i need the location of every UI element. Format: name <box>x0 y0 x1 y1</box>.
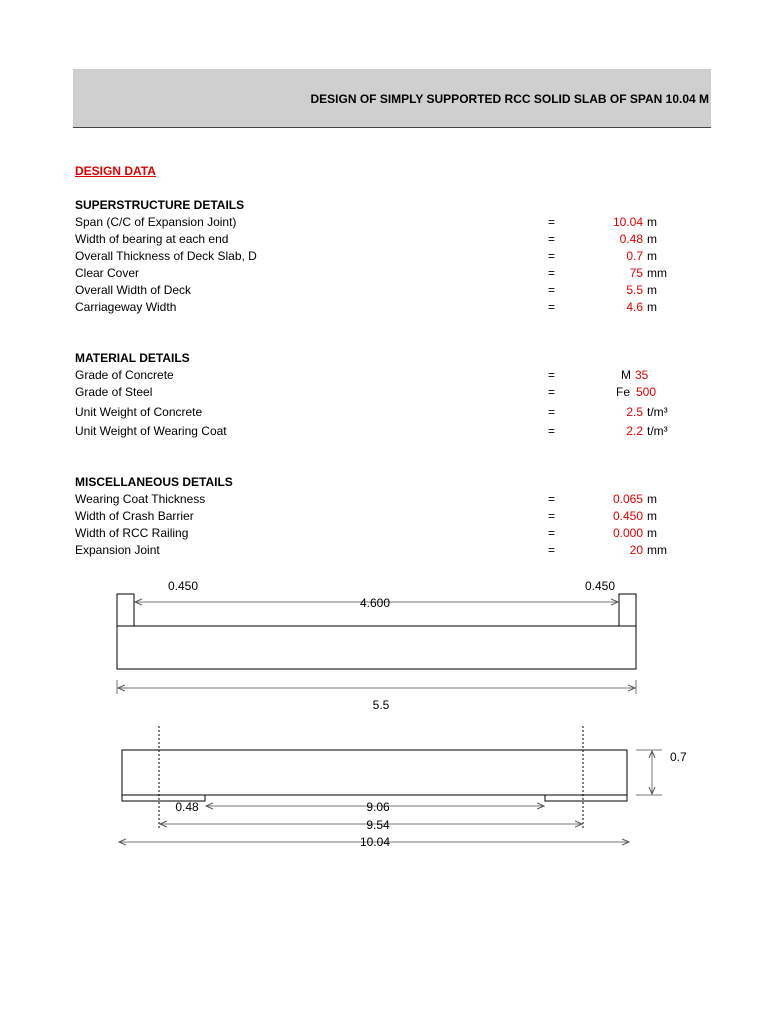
row-value: 75 <box>629 266 643 280</box>
row-label: Wearing Coat Thickness <box>75 492 206 506</box>
equals-sign: = <box>548 492 556 506</box>
equals-sign: = <box>548 215 556 229</box>
row-label: Span (C/C of Expansion Joint) <box>75 215 237 229</box>
grade-value: 500 <box>636 385 657 399</box>
material-heading: MATERIAL DETAILS <box>75 351 190 365</box>
overall-width-dim-label: 5.5 <box>372 698 390 712</box>
row-label: Carriageway Width <box>75 300 177 314</box>
right-bearing <box>545 795 627 801</box>
superstructure-heading: SUPERSTRUCTURE DETAILS <box>75 198 245 212</box>
right-crash-barrier <box>619 594 636 626</box>
row-label: Overall Thickness of Deck Slab, D <box>75 249 257 263</box>
equals-sign: = <box>548 300 556 314</box>
row-label: Width of RCC Railing <box>75 526 189 540</box>
deck-slab-outline <box>117 626 636 669</box>
row-unit: m <box>647 509 657 523</box>
row-label: Grade of Concrete <box>75 368 174 382</box>
row-value: 10.04 <box>612 215 643 229</box>
row-value: 0.065 <box>612 492 643 506</box>
row-value: 0.450 <box>612 509 643 523</box>
row-unit: m <box>647 492 657 506</box>
equals-sign: = <box>548 543 556 557</box>
design-data-heading: DESIGN DATA <box>75 164 156 178</box>
page-title: DESIGN OF SIMPLY SUPPORTED RCC SOLID SLAB OF SPAN 10.04 M <box>310 92 709 106</box>
right-barrier-dim-label: 0.450 <box>584 579 616 593</box>
row-value: 20 <box>629 543 643 557</box>
row-label: Overall Width of Deck <box>75 283 192 297</box>
grade-value: 35 <box>635 368 649 382</box>
slab-elevation-outline <box>122 750 627 795</box>
row-value: 5.5 <box>626 283 643 297</box>
equals-sign: = <box>548 405 556 419</box>
row-unit: m <box>647 283 657 297</box>
equals-sign: = <box>548 424 556 438</box>
equals-sign: = <box>548 385 556 399</box>
grade-prefix: M <box>621 368 631 382</box>
row-unit: mm <box>647 543 667 557</box>
carriageway-dim-label: 4.600 <box>359 596 391 610</box>
row-unit: m <box>647 249 657 263</box>
row-value: 0.48 <box>619 232 643 246</box>
row-label: Width of bearing at each end <box>75 232 229 246</box>
depth-dim-label: 0.7 <box>670 750 687 764</box>
row-unit: m <box>647 526 657 540</box>
left-barrier-dim-label: 0.450 <box>167 579 199 593</box>
row-value: 2.5 <box>626 405 643 419</box>
row-value: 0.7 <box>626 249 643 263</box>
row-unit: t/m³ <box>647 424 668 438</box>
equals-sign: = <box>548 526 556 540</box>
row-value: 2.2 <box>626 424 643 438</box>
equals-sign: = <box>548 232 556 246</box>
overall-span-dim-label: 10.04 <box>359 835 391 849</box>
row-label: Expansion Joint <box>75 543 160 557</box>
equals-sign: = <box>548 266 556 280</box>
row-unit: m <box>647 300 657 314</box>
row-unit: m <box>647 215 657 229</box>
cross-section-drawing <box>117 579 636 712</box>
row-label: Clear Cover <box>75 266 140 280</box>
equals-sign: = <box>548 283 556 297</box>
equals-sign: = <box>548 368 556 382</box>
effective-span-dim-label: 9.54 <box>366 818 390 832</box>
row-label: Unit Weight of Wearing Coat <box>75 424 227 438</box>
clear-span-dim-label: 9.06 <box>366 800 390 814</box>
row-unit: t/m³ <box>647 405 668 419</box>
row-label: Unit Weight of Concrete <box>75 405 203 419</box>
grade-prefix: Fe <box>616 385 631 399</box>
bearing-dim-label: 0.48 <box>175 800 199 814</box>
row-value: 0.000 <box>612 526 643 540</box>
longitudinal-section-drawing <box>119 726 687 849</box>
row-label: Width of Crash Barrier <box>75 509 194 523</box>
equals-sign: = <box>548 509 556 523</box>
row-unit: m <box>647 232 657 246</box>
misc-heading: MISCELLANEOUS DETAILS <box>75 475 233 489</box>
row-value: 4.6 <box>626 300 643 314</box>
row-label: Grade of Steel <box>75 385 153 399</box>
equals-sign: = <box>548 249 556 263</box>
left-crash-barrier <box>117 594 134 626</box>
row-unit: mm <box>647 266 667 280</box>
